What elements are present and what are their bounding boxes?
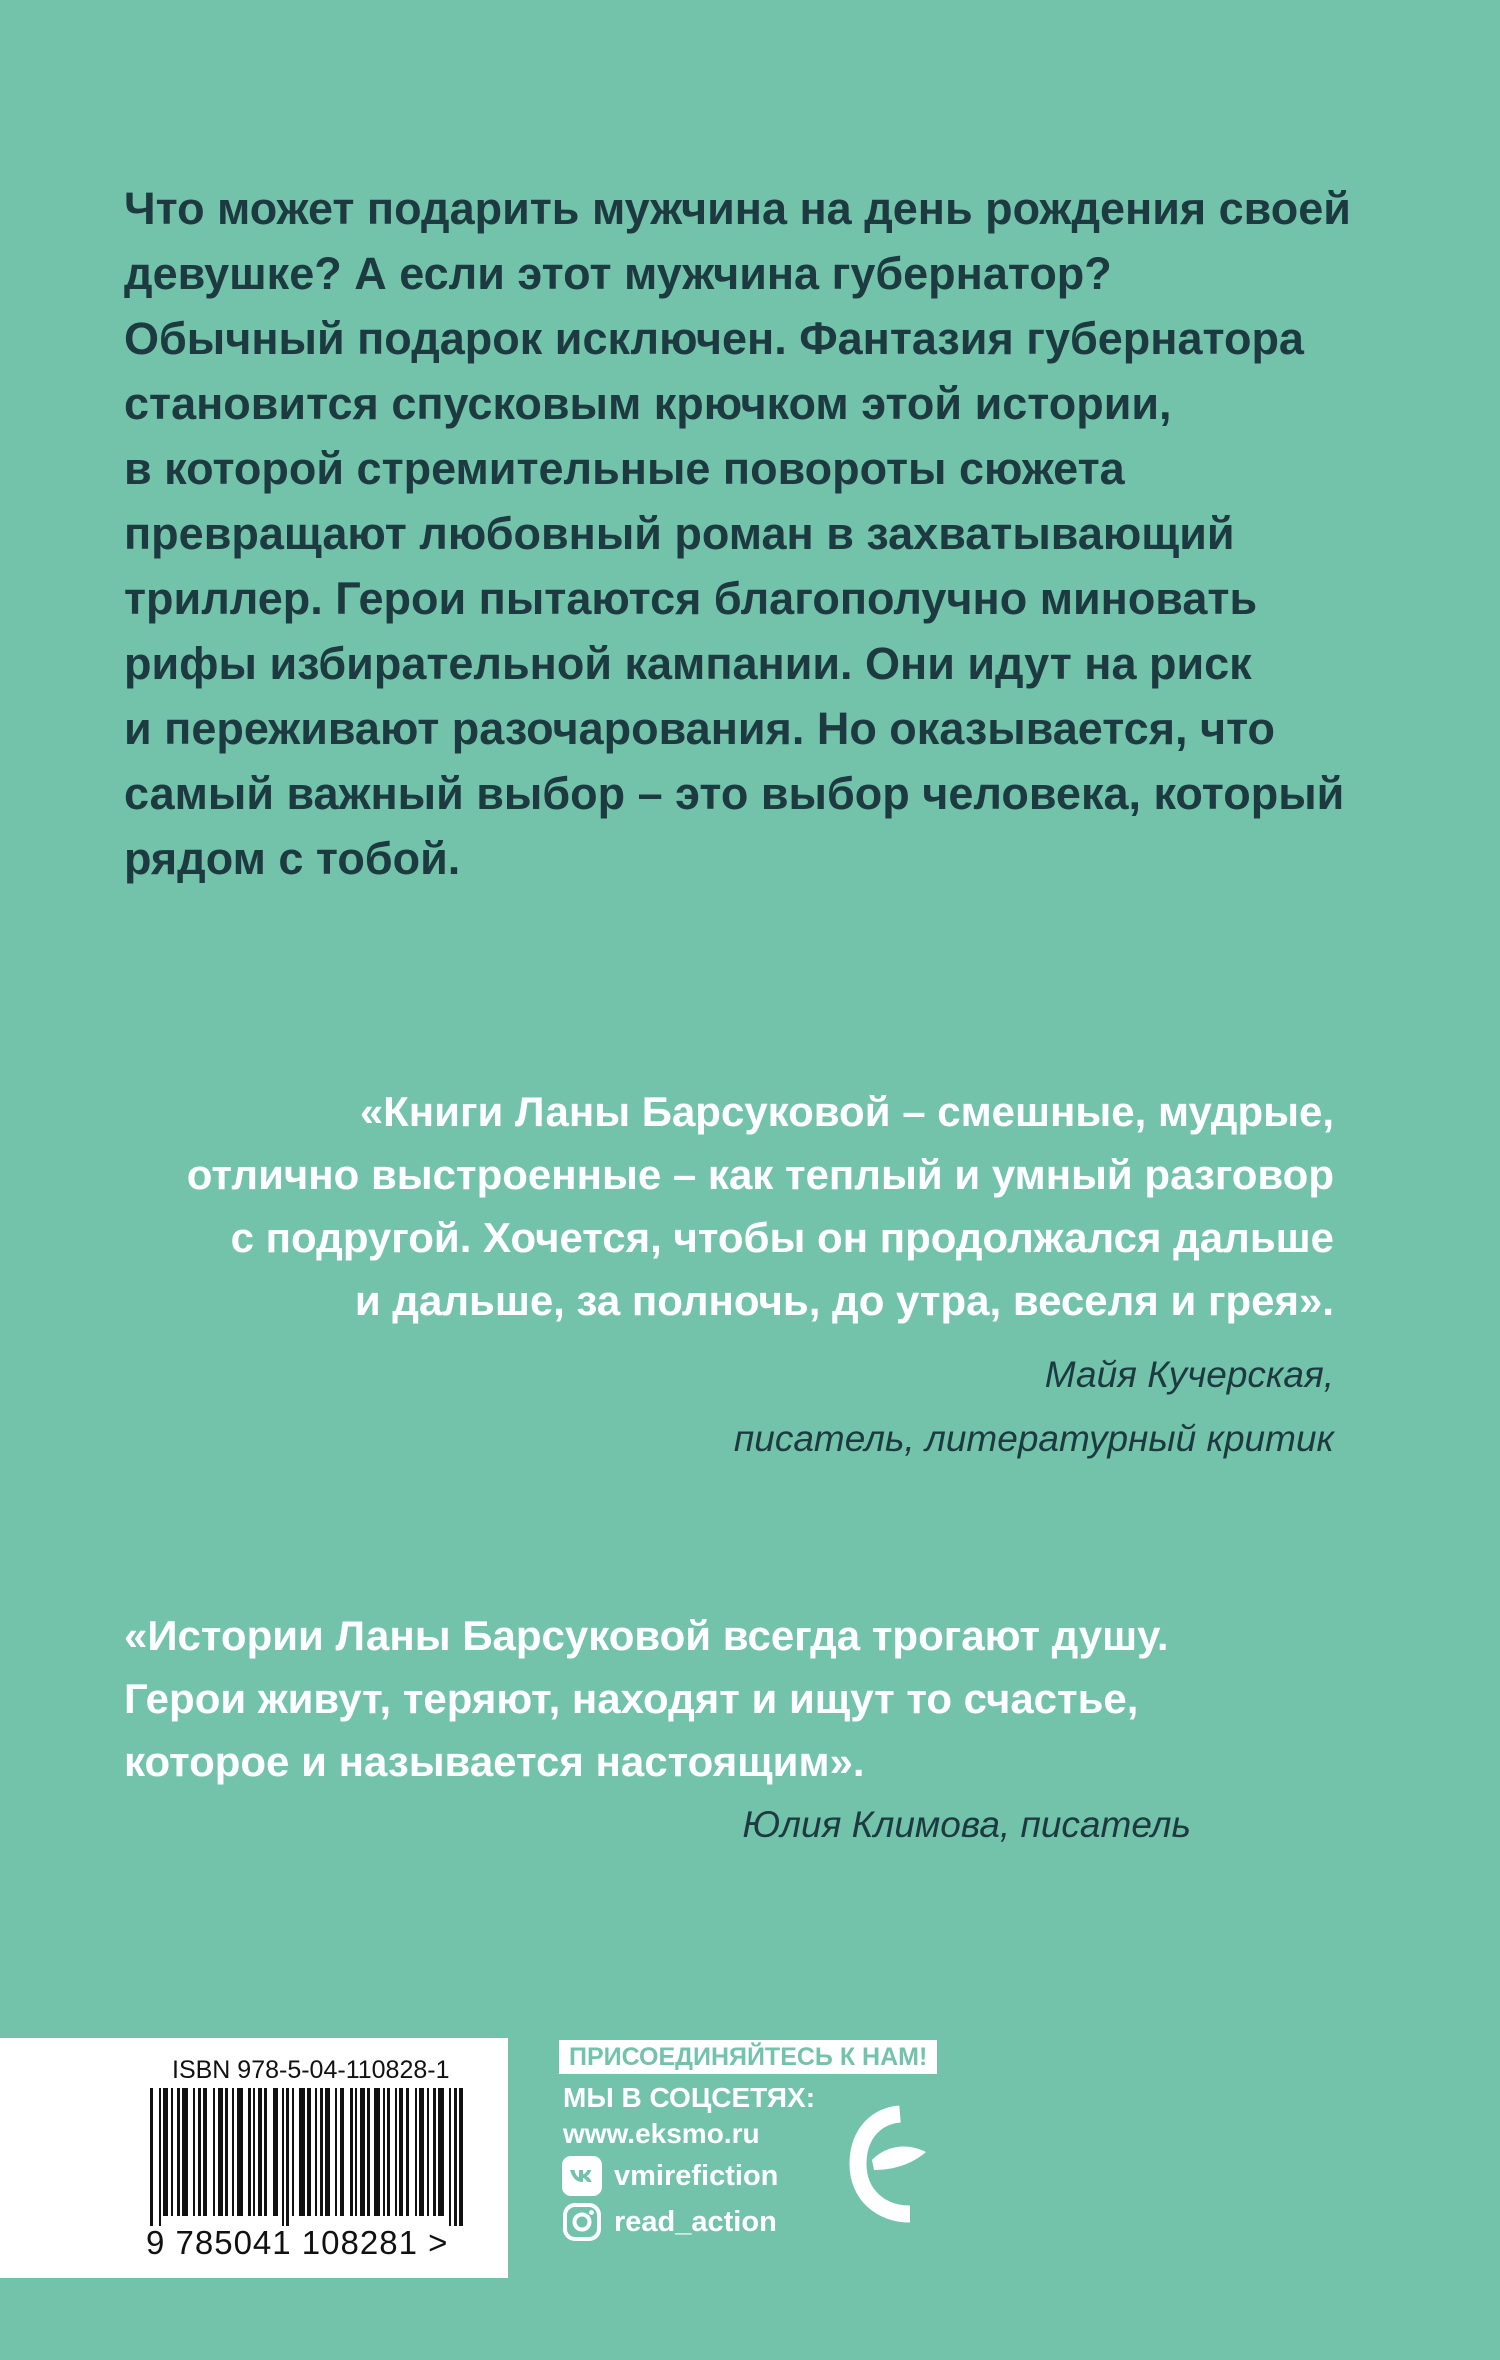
quote-line: отлично выстроенные – как теплый и умный разговор	[186, 1151, 1334, 1198]
quote-line: Герои живут, теряют, находят и ищут то счастье,	[124, 1675, 1139, 1722]
barcode-bar	[335, 2088, 337, 2216]
blurb-line: рядом с тобой.	[124, 833, 461, 884]
barcode-bar	[171, 2088, 173, 2216]
barcode-bar	[225, 2088, 228, 2216]
barcode-bar	[325, 2088, 330, 2216]
blurb-line: самый важный выбор – это выбор человека, который	[124, 768, 1345, 819]
blurb-line: превращают любовный роман в захватывающий	[124, 508, 1235, 559]
barcode-bar	[383, 2088, 385, 2216]
vk-handle: vmirefiction	[614, 2159, 779, 2192]
review-author-2: Юлия Климова, писатель	[742, 1804, 1191, 1845]
barcode-bar	[320, 2088, 323, 2216]
blurb-line: Что может подарить мужчина на день рождения своей	[124, 183, 1351, 234]
blurb-line: Обычный подарок исключен. Фантазия губернатора	[124, 313, 1304, 364]
blurb-line: рифы избирательной кампании. Они идут на риск	[124, 638, 1252, 689]
barcode-bar	[395, 2088, 397, 2216]
barcode-bar	[264, 2088, 267, 2216]
barcode-bar	[248, 2088, 251, 2216]
blurb-line: девушке? А если этот мужчина губернатор?	[124, 248, 1112, 299]
blurb-line: становится спусковым крючком этой истории,	[124, 378, 1172, 429]
barcode-bar	[438, 2088, 444, 2216]
barcode-bar	[406, 2088, 409, 2216]
barcode-bar	[360, 2088, 365, 2216]
barcode-bar	[299, 2088, 305, 2216]
barcode-bar	[150, 2088, 153, 2226]
barcode-bar	[355, 2088, 357, 2216]
author-title: писатель, литературный критик	[733, 1418, 1334, 1459]
quote-line: и дальше, за полночь, до утра, веселя и грея».	[354, 1277, 1334, 1324]
barcode-panel	[0, 2038, 508, 2278]
join-us-banner: ПРИСОЕДИНЯЙТЕСЬ К НАМ!	[559, 2040, 937, 2074]
barcode-bar	[427, 2088, 429, 2216]
author-name: Майя Кучерская,	[1044, 1354, 1334, 1395]
instagram-link[interactable]	[562, 2202, 777, 2242]
barcode-bar	[177, 2088, 180, 2216]
review-author-1	[334, 1343, 1334, 1471]
quote-line: с подругой. Хочется, чтобы он продолжался дальше	[230, 1214, 1334, 1261]
barcode-bar	[282, 2088, 284, 2226]
blurb-line: триллер. Герои пытаются благополучно миновать	[124, 573, 1258, 624]
barcode-bar	[163, 2088, 168, 2216]
barcode-bar	[286, 2088, 289, 2226]
review-quote-2	[124, 1604, 1384, 1793]
barcode-bar	[232, 2088, 234, 2216]
social-label: МЫ В СОЦСЕТЯХ:	[563, 2082, 816, 2113]
barcode-bar	[340, 2088, 344, 2216]
instagram-handle: read_action	[614, 2205, 777, 2238]
barcode-bar	[292, 2088, 294, 2216]
instagram-icon	[562, 2202, 602, 2242]
barcode-bar	[203, 2088, 207, 2216]
barcode-bar	[273, 2088, 278, 2216]
barcode-bar	[374, 2088, 380, 2216]
barcode-bar	[454, 2088, 457, 2226]
barcode-bar	[387, 2088, 390, 2216]
barcode-bar	[419, 2088, 424, 2216]
book-blurb	[124, 176, 1384, 891]
eksmo-logo-icon	[842, 2100, 942, 2230]
blurb-line: в которой стремительные повороты сюжета	[124, 443, 1125, 494]
barcode-bar	[307, 2088, 311, 2216]
barcode-bar	[193, 2088, 195, 2216]
barcode-bar	[433, 2088, 436, 2216]
barcode-bar	[367, 2088, 370, 2216]
vk-icon	[562, 2156, 602, 2196]
quote-line: «Истории Ланы Барсуковой всегда трогают душу.	[124, 1612, 1169, 1659]
blurb-line: и переживают разочарования. Но оказывается, что	[124, 703, 1276, 754]
barcode-bar	[213, 2088, 215, 2216]
barcode-bar	[182, 2088, 188, 2216]
barcode-bar	[399, 2088, 403, 2216]
barcode-bar	[459, 2088, 463, 2226]
quote-line: «Книги Ланы Барсуковой – смешные, мудрые,	[359, 1088, 1334, 1135]
barcode-bar	[350, 2088, 353, 2216]
barcode-icon	[148, 2088, 468, 2226]
barcode-bar	[237, 2088, 243, 2216]
quote-line: которое и называется настоящим».	[124, 1738, 865, 1785]
review-quote-1	[74, 1080, 1334, 1332]
barcode-bar	[218, 2088, 223, 2216]
barcode-digits: 9 785041 108281 >	[146, 2224, 449, 2261]
barcode-bar	[415, 2088, 417, 2216]
barcode-bar	[315, 2088, 317, 2216]
barcode-bar	[198, 2088, 201, 2216]
barcode-bar	[253, 2088, 255, 2216]
website-link[interactable]: www.eksmo.ru	[563, 2118, 760, 2149]
isbn-number: ISBN 978-5-04-110828-1	[172, 2056, 450, 2084]
barcode-bar	[258, 2088, 262, 2216]
barcode-bar	[159, 2088, 161, 2226]
barcode-bar	[449, 2088, 451, 2226]
vk-link[interactable]	[562, 2156, 778, 2196]
